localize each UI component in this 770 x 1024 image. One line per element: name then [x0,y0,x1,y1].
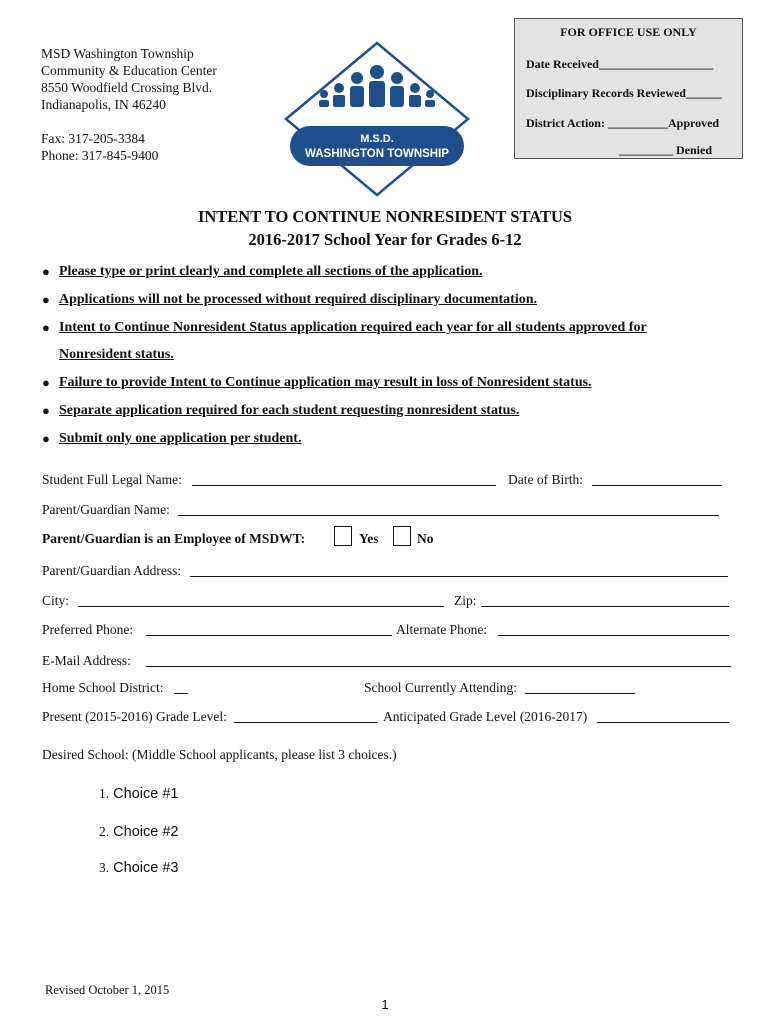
student-name-label: Student Full Legal Name: [42,472,182,487]
logo-text-line-2: WASHINGTON TOWNSHIP [305,148,449,160]
email-input[interactable] [146,666,731,667]
guardian-name-input[interactable] [178,515,719,516]
choice-2[interactable]: 2. Choice #2 [99,824,179,840]
city-input[interactable] [78,606,444,607]
city-label: City: [42,593,70,608]
employee-no-label: No [417,531,434,546]
records-reviewed-field: Disciplinary Records Reviewed______ [526,86,722,100]
fax-number: Fax: 317-205-3384 [41,131,145,146]
preferred-phone-input[interactable] [146,635,392,636]
employee-yes-label: Yes [359,531,379,546]
school-attending-label: School Currently Attending: [364,680,517,695]
anticipated-grade-input[interactable] [597,722,729,723]
choice-3[interactable]: 3. Choice #3 [99,860,179,876]
date-received-field: Date Received___________________ [526,57,713,71]
dob-input[interactable] [592,485,722,486]
address-line-2: Community & Education Center [41,63,217,78]
district-action-field: District Action: __________Approved [526,116,720,130]
preferred-phone-label: Preferred Phone: [42,622,134,637]
present-grade-input[interactable] [234,722,377,723]
student-name-input[interactable] [192,485,496,486]
dob-label: Date of Birth: [508,472,583,487]
address-line-1: MSD Washington Township [41,46,194,61]
alternate-phone-label: Alternate Phone: [396,622,488,637]
desired-school-label: Desired School: (Middle School applicants, please list 3 choices.) [42,747,397,762]
msd-washington-township-logo [282,40,472,198]
address-line-4: Indianapolis, IN 46240 [41,97,166,112]
denied-field: _________ Denied [619,143,712,157]
form-subtitle: 2016-2017 School Year for Grades 6-12 [248,230,522,249]
anticipated-grade-label: Anticipated Grade Level (2016-2017) [383,709,588,724]
alternate-phone-input[interactable] [498,635,729,636]
email-label: E-Mail Address: [42,653,131,668]
office-use-header: FOR OFFICE USE ONLY [560,25,697,39]
choice-1[interactable]: 1. Choice #1 [99,786,179,802]
office-use-box [514,18,743,159]
phone-number: Phone: 317-845-9400 [41,148,159,163]
guardian-name-label: Parent/Guardian Name: [42,502,170,517]
revision-date: Revised October 1, 2015 [45,983,170,997]
district-address [41,45,217,164]
employee-question-label: Parent/Guardian is an Employee of MSDWT: [42,531,306,546]
home-district-label: Home School District: [42,680,164,695]
form-title: INTENT TO CONTINUE NONRESIDENT STATUS [197,207,573,226]
employee-no-checkbox[interactable] [393,526,411,546]
logo-text-line-1: M.S.D. [360,133,394,145]
guardian-address-input[interactable] [190,576,728,577]
employee-yes-checkbox[interactable] [334,526,352,546]
zip-input[interactable] [481,606,729,607]
present-grade-label: Present (2015-2016) Grade Level: [42,709,227,724]
guardian-address-label: Parent/Guardian Address: [42,563,182,578]
zip-label: Zip: [454,593,477,608]
page-number: 1 [381,997,389,1012]
home-district-input[interactable] [174,693,188,694]
school-attending-input[interactable] [525,693,635,694]
address-line-3: 8550 Woodfield Crossing Blvd. [41,80,213,95]
